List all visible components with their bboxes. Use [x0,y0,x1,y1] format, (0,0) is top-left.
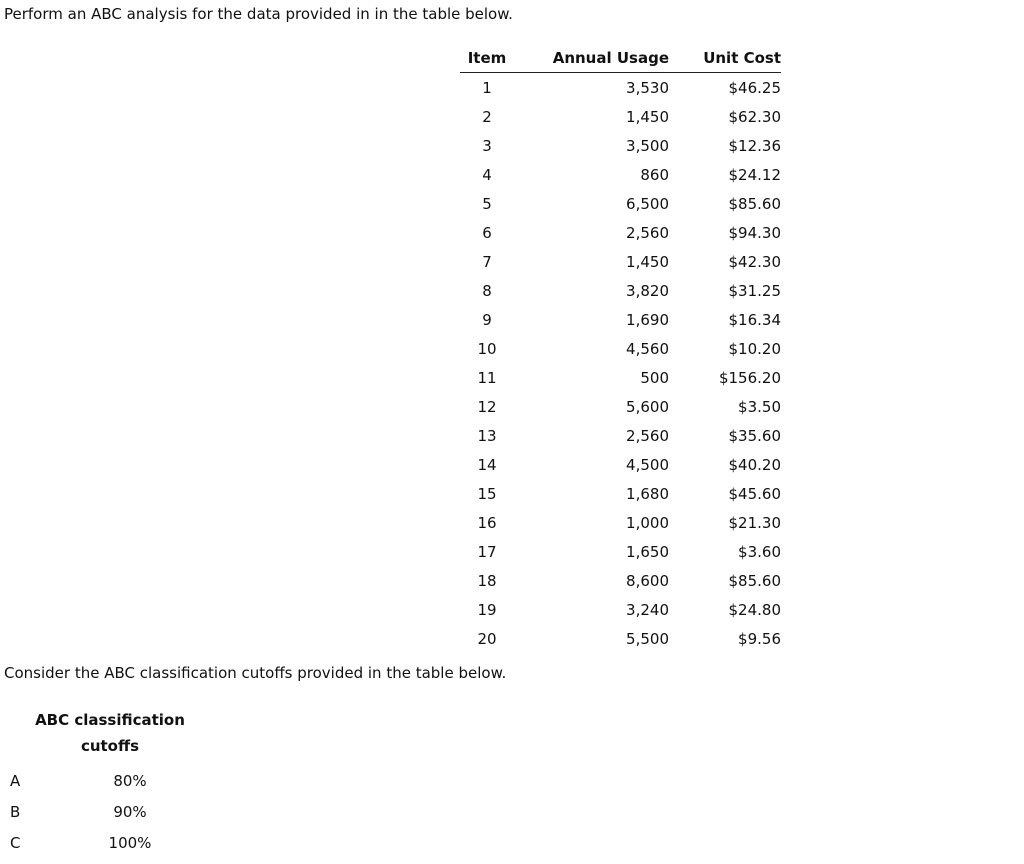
annual-usage-cell: 6,500 [626,194,669,213]
annual-usage-cell: 3,240 [626,600,669,619]
item-cell: 8 [482,281,492,300]
unit-cost-cell: $45.60 [728,484,781,503]
annual-usage-cell: 4,500 [626,455,669,474]
item-cell: 12 [477,397,497,416]
item-cell: 19 [477,600,497,619]
table-row [460,421,781,450]
item-cell: 2 [482,107,492,126]
annual-usage-cell: 1,450 [626,252,669,271]
unit-cost-cell: $9.56 [738,629,781,648]
item-cell: 11 [477,368,497,387]
table-row [460,131,781,160]
table-row [460,479,781,508]
table-row [460,450,781,479]
item-cell: 5 [482,194,492,213]
unit-cost-cell: $85.60 [728,194,781,213]
abc-cutoffs-table [10,707,210,858]
cutoff-row [10,765,210,796]
annual-usage-cell: 3,530 [626,78,669,97]
abc-cutoffs-header-line2: cutoffs [80,737,140,755]
table-row [460,73,781,103]
annual-usage-cell: 500 [640,368,669,387]
unit-cost-cell: $40.20 [728,455,781,474]
annual-usage-cell: 1,650 [626,542,669,561]
unit-cost-cell: $35.60 [728,426,781,445]
cutoff-value: 90% [113,802,147,821]
annual-usage-cell: 2,560 [626,426,669,445]
table-row [460,218,781,247]
unit-cost-cell: $10.20 [728,339,781,358]
item-cell: 6 [482,223,492,242]
table-row [460,276,781,305]
item-cell: 13 [477,426,497,445]
item-cell: 10 [477,339,497,358]
table-row [460,189,781,218]
unit-cost-column-header: Unit Cost [673,44,781,73]
item-cell: 7 [482,252,492,271]
abc-cutoffs-header-line1: ABC classification [35,711,185,729]
usage-cost-table [460,44,781,653]
table-row [460,537,781,566]
item-cell: 16 [477,513,497,532]
unit-cost-cell: $24.80 [728,600,781,619]
table-row [460,508,781,537]
table-row [460,595,781,624]
item-cell: 1 [482,78,492,97]
annual-usage-cell: 3,500 [626,136,669,155]
cutoff-class-label: C [10,833,21,852]
cutoffs-intro-text: Consider the ABC classification cutoffs provided in the table below. [4,664,507,682]
table-header-row [460,44,781,73]
unit-cost-cell: $94.30 [728,223,781,242]
table-row [460,392,781,421]
item-column-header: Item [460,44,514,73]
unit-cost-cell: $156.20 [718,368,781,387]
cutoff-class-label: B [10,802,21,821]
unit-cost-cell: $62.30 [728,107,781,126]
table-row [460,624,781,653]
unit-cost-cell: $12.36 [728,136,781,155]
annual-usage-cell: 5,600 [626,397,669,416]
unit-cost-cell: $42.30 [728,252,781,271]
cutoff-header-row [10,707,210,765]
annual-usage-cell: 2,560 [626,223,669,242]
unit-cost-cell: $21.30 [728,513,781,532]
cutoff-row [10,827,210,858]
unit-cost-cell: $24.12 [728,165,781,184]
cutoff-value: 80% [113,771,147,790]
cutoff-row [10,796,210,827]
unit-cost-cell: $85.60 [728,571,781,590]
annual-usage-cell: 1,450 [626,107,669,126]
cutoff-class-label: A [10,771,21,790]
item-cell: 17 [477,542,497,561]
table-row [460,363,781,392]
item-cell: 4 [482,165,492,184]
table-row [460,102,781,131]
item-cell: 15 [477,484,497,503]
annual-usage-cell: 3,820 [626,281,669,300]
table-row [460,160,781,189]
unit-cost-cell: $16.34 [728,310,781,329]
table-row [460,566,781,595]
table-row [460,247,781,276]
annual-usage-cell: 1,000 [626,513,669,532]
item-cell: 9 [482,310,492,329]
annual-usage-cell: 1,690 [626,310,669,329]
annual-usage-cell: 4,560 [626,339,669,358]
annual-usage-cell: 860 [640,165,669,184]
item-cell: 18 [477,571,497,590]
item-cell: 3 [482,136,492,155]
annual-usage-cell: 5,500 [626,629,669,648]
cutoff-value: 100% [108,833,152,852]
annual-usage-cell: 1,680 [626,484,669,503]
unit-cost-cell: $31.25 [728,281,781,300]
item-cell: 20 [477,629,497,648]
table-row [460,334,781,363]
item-cell: 14 [477,455,497,474]
annual-usage-column-header: Annual Usage [514,44,673,73]
annual-usage-cell: 8,600 [626,571,669,590]
abc-cutoffs-header [10,707,210,765]
unit-cost-cell: $3.60 [738,542,781,561]
unit-cost-cell: $46.25 [728,78,781,97]
unit-cost-cell: $3.50 [738,397,781,416]
table-row [460,305,781,334]
intro-text: Perform an ABC analysis for the data provided in in the table below. [4,5,513,23]
